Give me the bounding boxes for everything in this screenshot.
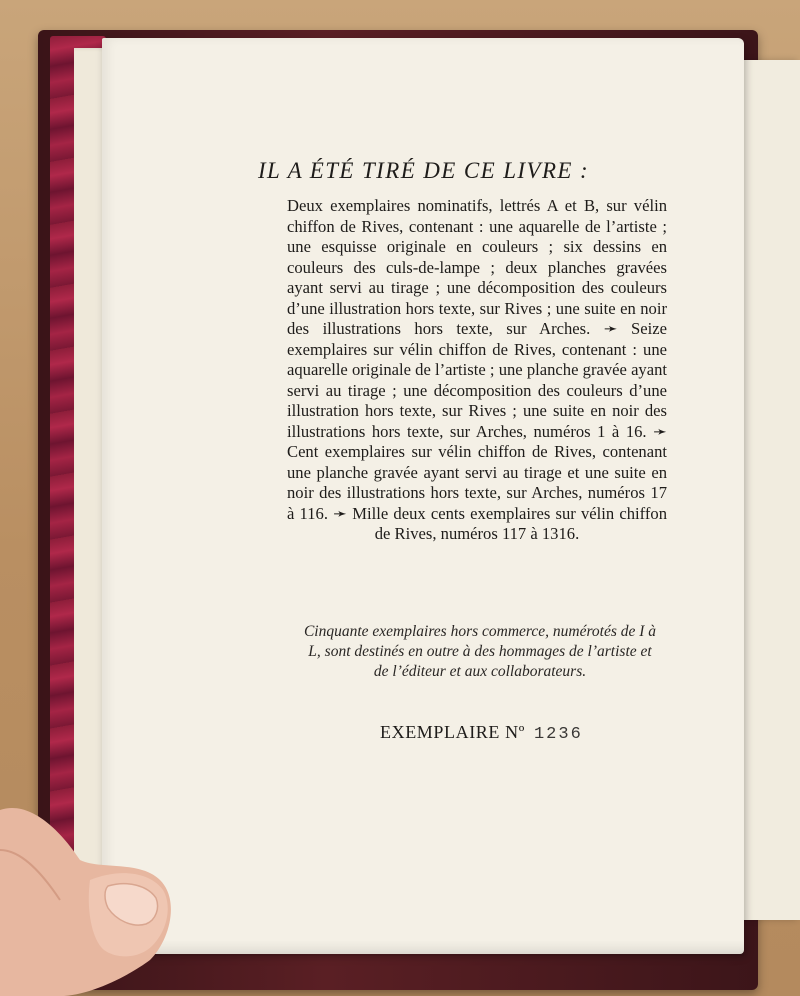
page-title: IL A ÉTÉ TIRÉ DE CE LIVRE : — [258, 158, 590, 183]
justification-text: Deux exemplaires nominatifs, lettrés A et B, sur vélin chiffon de Rives, contenant : une aquarelle de l’artiste ; une esquisse originale en couleurs ; six dessins en couleurs des culs-de-lampe ; deux planches gravées ayant servi au tirage ; une décomposition des couleurs d’une illustration hors texte, sur Rives ; une suite en noir des illustrations hors texte, sur Arches. ➛ Seize exemplaires sur vélin chiffon de Rives, contenant : une aquarelle originale de l’artiste ; une planche gravée ayant servi au tirage ; une décomposition des couleurs d’une illustration hors texte, sur Rives ; une suite en noir des illustrations hors texte, sur Arches, numéros 1 à 16. ➛ Cent exemplaires sur vélin chiffon de Rives, contenant une planche gravée ayant servi au tirage et une suite en noir des illustrations hors texte, sur Arches, numéros 17 à 116. ➛ Mille deux cents exemplaires sur vélin chiffon de Rives, numéros 117 à 1316. — [287, 196, 667, 543]
hand-thumb-image — [0, 790, 200, 996]
copy-number-value: 1236 — [533, 725, 583, 744]
hors-commerce-note: Cinquante exemplaires hors commerce, numérotés de I à L, sont destinés en outre à des hommages de l’artiste et de l’éditeur et aux collaborateurs. — [303, 623, 657, 680]
right-page-edge — [742, 60, 800, 920]
copy-number-label: EXEMPLAIRE Nº — [380, 722, 525, 742]
copy-number-line — [380, 722, 680, 744]
